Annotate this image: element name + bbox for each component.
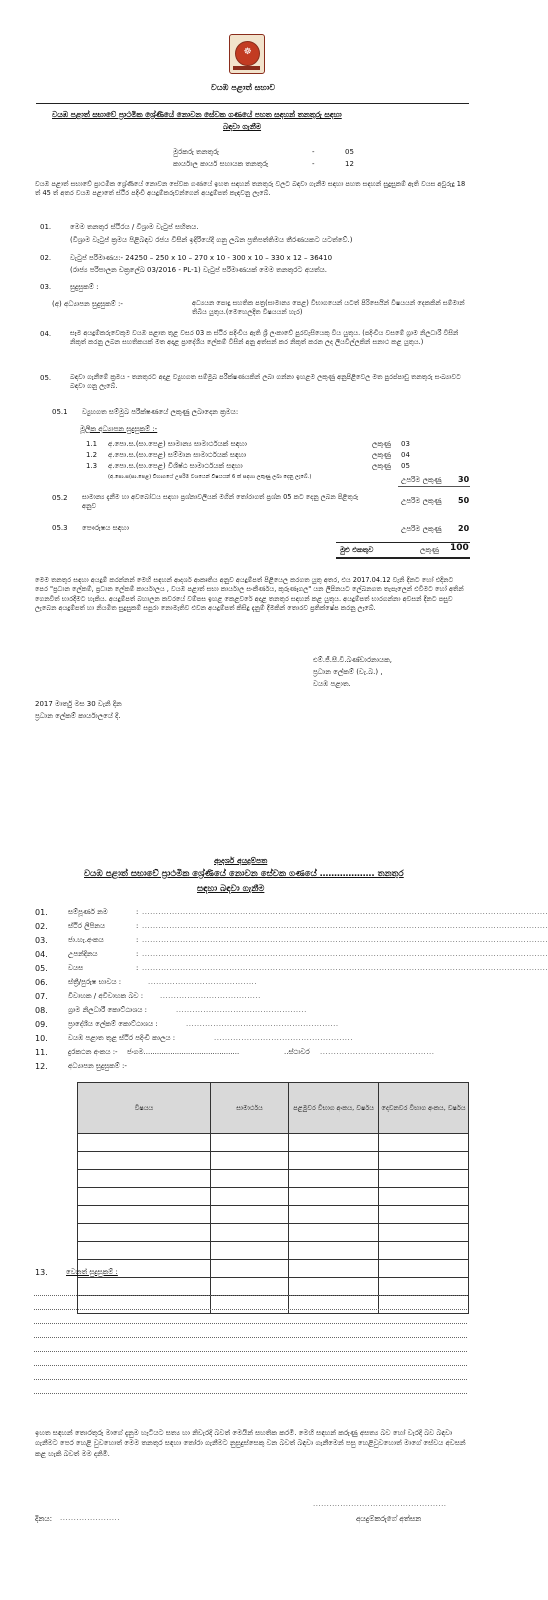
other-qual-line[interactable] [34,1365,467,1366]
table-cell[interactable] [78,1170,211,1188]
field-num: 01. [35,908,48,917]
s051-title: ව්‍යුහගත සම්මුඛ පරීක්ෂණයේ ලකුණු ලබාදෙන ක්‍රමය: [82,408,239,416]
s04-num: 04. [40,330,52,338]
field-num: 13. [35,1268,48,1277]
form-title-line1: වයඹ පළාත් සභාවේ ප්‍රාථමික ශ්‍රේණියේ නොවන සේවක ගණයේ ………………. තනතුර [84,869,404,879]
marital-status-field[interactable]: ..................................... [160,992,261,1000]
table-cell[interactable] [210,1260,288,1278]
total-marks-label: ලකුණු [420,546,439,554]
intro-paragraph: වයඹ පළාත් සභාවේ ප්‍රාථමික ශ්‍රේණියේ නොවන සේවක ගණයේ ඉහත සඳහන් තනතුරු වලට බඳවා ගැනීම සඳහා පහත සඳහන් සුදුසුකම් ඇති වයස අවුරුදු 18 ත් 45 ත් අතර වයඹ පළාතේ ස්ථිර පදිංචි අයදුම්කරුවන්ගෙන් අයදුම්පත් කැඳවනු ලැබේ. [35,180,466,198]
table-cell[interactable] [379,1206,469,1224]
field-colon: : [136,964,139,972]
s053-max-label: උපරිම ලකුණු [401,525,442,533]
col-second-attempt: දෙවනවර විභාග අංකය, වර්ෂය [379,1083,469,1134]
s052-max-label: උපරිම ලකුණු [401,497,442,505]
s01-num: 01. [40,223,52,231]
field-num: 05. [35,964,48,973]
total-label: මුළු එකතුව [340,546,374,554]
table-cell[interactable] [78,1134,211,1152]
table-row [78,1242,469,1260]
table-cell[interactable] [379,1152,469,1170]
basic-qual-title: මූලික අධ්‍යාපන සුදුසුකම් :- [80,425,158,433]
table-cell[interactable] [289,1206,379,1224]
table-row [78,1152,469,1170]
form-title-line2: සඳහා බඳවා ගැනීම [197,884,265,894]
birthdate-field[interactable]: ..................................................................................................................................................... [142,950,548,958]
page-title-line1: වයඹ පළාත් සභාවේ ප්‍රාථමික ශ්‍රේණියේ නොවන සේවක ගණයේ පහත සඳහන් තනතුරු සඳහා [52,110,342,119]
score-row-2-label: ලකුණු [372,451,391,459]
s04-text: සෑම අයදුම්කරුවෙකුම වයඹ පළාත තුළ වසර 03 ක ස්ථිර පදිංචිය ඇති ශ්‍රී ලංකාවේ පුරවැසියෙකු විය යුතුය. (පදිංචිය වසමේ ග්‍රාම නිලධාරී විසින් නිකුත් කරනු ලබන සහතිකයක් මත අදාළ ප්‍රාදේශීය ලේකම් විසින් අනු අත්සන් කර නිකුත් කරන ලද ලියවිල්ලකින් සනාථ කළ යුතුය.) [70,329,459,347]
field-label: ස්ත්‍රී/පුරුෂ භාවය : [68,978,122,986]
emblem-seal: ☸ [229,34,265,74]
table-cell[interactable] [289,1134,379,1152]
s03-a-text: අධ්‍යයන පොදු සහතික පත්‍ර(සාමාන්‍ය පෙළ) විභාගයෙන් යටත් පිරිසෙයින් විෂයයන් දෙකකින් සම්මාන් තිබිය යුතුය.(මෙහෙලදිත විෂයයන් හැර) [192,299,465,317]
s053-text: පෞරුෂය සඳහා [82,524,129,532]
other-qual-line[interactable] [34,1323,467,1324]
table-cell[interactable] [210,1170,288,1188]
other-qual-line[interactable] [34,1337,467,1338]
field-num: 02. [35,922,48,931]
table-row [78,1224,469,1242]
s02-text-a: වැටුප් පරිමාණය:- 24250 – 250 x 10 – 270 x 10 - 300 x 10 – 330 x 12 – 36410 [70,254,333,262]
field-num: 10. [35,1034,48,1043]
s02-num: 02. [40,254,52,262]
s053-max-val: 20 [458,524,470,533]
table-cell[interactable] [289,1260,379,1278]
field-label: වෙනත් සුදුසුකම් : [66,1268,118,1276]
nic-field[interactable]: ..................................................................................................................................................... [142,936,548,944]
field-colon: : [136,936,139,944]
s05-num: 05. [40,374,52,382]
table-cell[interactable] [78,1188,211,1206]
total-value: 100 [450,543,469,553]
table-cell[interactable] [78,1152,211,1170]
score-row-2-num: 1.2 [86,451,98,459]
field-label: දුරකථන අංකය :- [68,1048,118,1056]
s03-title: සුදුසුකම් : [70,283,99,291]
score-row-2-val: 04 [401,451,410,459]
post-name-1: මුරකරු තනතුරු [173,148,219,156]
table-cell[interactable] [210,1278,288,1296]
table-cell[interactable] [379,1224,469,1242]
date-label: දිනය: [35,1514,53,1523]
field-num: 07. [35,992,48,1001]
other-qual-line[interactable] [34,1393,467,1394]
gender-field[interactable]: ........................................ [148,978,258,986]
table-cell[interactable] [289,1170,379,1188]
s051-max-val: 30 [458,475,470,484]
table-cell[interactable] [210,1242,288,1260]
s051-max-label: උපරිම ලකුණු [401,476,442,484]
col-first-attempt: පළමුවර විභාග අංකය, වර්ෂය [289,1083,379,1134]
form-heading: ආදර්ශ අයදුම්පත [214,856,268,865]
post-dash-1: - [312,148,315,156]
table-cell[interactable] [289,1224,379,1242]
s03-a-label: (අ) අධ්‍යාපන සුදුසුකම් :- [52,300,123,308]
table-cell[interactable] [78,1206,211,1224]
score-row-1-label: ලකුණු [372,440,391,448]
field-label: ග්‍රාම නිලධාරී කොට්ඨාශය : [68,1006,147,1014]
field-label: ජා.හැ.අංකය [68,936,104,944]
score-row-3-text: අ.පො.ස.(සා.පෙළ) විශිෂ්ඨ සාමාර්ථයක් සඳහා [108,462,243,470]
field-num: 04. [35,950,48,959]
score-row-3-label: ලකුණු [372,462,391,470]
ds-division-field[interactable]: ........................................................ [186,1020,339,1028]
table-cell[interactable] [78,1296,211,1314]
s03-num: 03. [40,283,52,291]
other-qual-line[interactable] [34,1295,467,1296]
score-row-1-text: අ.පො.ස.(සා.පෙළ) සාමාන්‍ය සාමාර්ථයක් සඳහා [108,440,247,448]
signature-label: අයදුම්කරුගේ අත්සන [356,1514,422,1523]
office-line: ප්‍රධාන ලේකම් කාර්යාලයේ දී. [35,712,121,720]
table-cell[interactable] [289,1152,379,1170]
s053-num: 05.3 [52,524,68,532]
field-num: 08. [35,1006,48,1015]
table-row [78,1134,469,1152]
s05-text: බඳවා ගැනීමේ ක්‍රමය - තනතුරට අදාළ ව්‍යුහගත සම්මුඛ පරීක්ෂණයකින් ලබා ගන්නා ඉහළම ලකුණු අනුපිළිවෙල මත පුරප්පාඩු තනතුරු සංඛ්‍යාවට බඳවා ගනු ලැබේ. [70,373,461,391]
table-cell[interactable] [379,1242,469,1260]
field-num: 09. [35,1020,48,1029]
table-cell[interactable] [210,1296,288,1314]
field-num: 06. [35,978,48,987]
field-colon: : [136,922,139,930]
table-cell[interactable] [210,1152,288,1170]
fixed-phone-field[interactable]: .......................................... [320,1048,435,1056]
s052-text: සාමාන්‍ය දැනීම හා අවබෝධය සඳහා ප්‍රශ්නාවලියක් මගින් තෝරාගත් ප්‍රශ්න 05 කට දෙනු ලබන පිළිතුරු අනුව [82,493,359,511]
field-label: සම්පූර්ණ නම [68,908,108,916]
col-pass: සාමාර්ථය [210,1083,288,1134]
org-name: වයඹ පළාත් සභාව [211,83,276,92]
field-label: විවාහක / අවිවාහක බව : [68,992,144,1000]
s051-max-rule [398,486,470,487]
post-dash-2: - [312,160,315,168]
s01-text-a: මෙම තනතුර ස්ථිරය / විශ්‍රාම වැටුප් සහිතය. [70,223,199,231]
table-cell[interactable] [210,1224,288,1242]
table-cell[interactable] [289,1278,379,1296]
field-num: 03. [35,936,48,945]
post-name-2: කාර්යාල කාර්ය සහායක තනතුරු [173,160,269,168]
signature-line[interactable]: ................................................. [313,1500,447,1508]
table-cell[interactable] [78,1242,211,1260]
mobile-phone-field[interactable]: ජංගම........................................... [127,1048,240,1056]
gn-division-field[interactable]: ................................................ [176,1006,307,1014]
post-count-1: 05 [345,148,354,156]
date-field[interactable]: ...................... [60,1514,120,1522]
score-row-3-num: 1.3 [86,462,98,470]
table-row [78,1260,469,1278]
field-label: ස්ථිර ලිපිනය [68,922,106,930]
date-line: 2017 මාර්තු මස 30 වැනි දින [35,700,122,708]
table-cell[interactable] [78,1224,211,1242]
score-row-3-val: 05 [401,462,410,470]
signer-org: වයඹ පළාත. [313,680,351,688]
other-qual-line[interactable] [34,1309,467,1310]
score-row-1-val: 03 [401,440,410,448]
field-colon: : [136,908,139,916]
field-label: උපන්දිනය [68,950,98,958]
other-qual-line[interactable] [34,1379,467,1380]
signer-title: ප්‍රධාන ලේකම් (වැ.බ.) , [313,668,383,676]
declaration-paragraph: ඉහත සඳහන් තොරතුරු මාගේ දැනුම හැටියට සත්‍ය හා නිවැරදි බවත් මෙයින් සහතික කරමි. මෙහි සඳහන් කරුණු අසත්‍ය බව හෝ වැරදි බව බඳවා ගැනීමට පෙර හෙළි වුවහොත් මෙම තනතුර සඳහා තෝරා ගැනීමට නුසුදුස්සෙකු වන බවත් බඳවා ගැනීමෙන් පසු හෙළිවුවහොත් මාගේ සේවය අවසන් කළ හැකි බවත් මම දනිමි. [35,1429,466,1458]
table-cell[interactable] [210,1188,288,1206]
table-cell[interactable] [210,1206,288,1224]
closing-paragraph: මෙම තනතුර සඳහා අයදුම් කරන්නන් මෙහි සඳහන් ආදර්ශ ආකෘතිය අනුව අයදුම්පත් පිළියෙල කරගත යුතු අතර, එය 2017.04.12 වැනි දිනට හෝ එදිනට පෙර "ප්‍රධාන ලේකම්, ප්‍රධාන ලේකම් කාර්යාලය , වයඹ පළාත් සභා කාර්යාල සංකීර්ණය, කුරුණෑගල" යන ලිපිනයට ලේඛනගත තැපැලෙන් එවීමට හෝ අතින් ගෙනවිත් භාරදීමට හැකිය. අයදුම්පත් බහාලන කවරයේ වම්පස ඉහළ කෙළවරේ අදාළ තනතුර සඳහන් කළ යුතුය. අයදුම්පත් භාරගන්නා අවසන් දිනට පසුව ලැබෙන අයදුම්පත් හා නියමිත සුදුසුකම් සපුරා නොමැතිව එවන අයදුම්පත් කිසිදු දැනුම් දීමකින් තොරව ප්‍රතික්ෂේප කරනු ලැබේ. [35,576,464,612]
table-row [78,1170,469,1188]
field-label: අධ්‍යාපන සුදුසුකම් :- [68,1062,127,1070]
field-num: 12. [35,1062,48,1071]
table-cell[interactable] [379,1278,469,1296]
residence-period-field[interactable]: ................................................... [214,1034,353,1042]
field-num: 11. [35,1048,48,1057]
field-colon: : [136,950,139,958]
table-row [78,1296,469,1314]
table-row [78,1188,469,1206]
score-row-1-num: 1.1 [86,440,98,448]
total-rule-bottom [336,557,470,559]
header-rule [36,103,469,104]
table-header-row [78,1083,469,1134]
table-cell[interactable] [379,1260,469,1278]
s01-text-b: (විශ්‍රාම වැටුප් ක්‍රමය පිළිබඳව රජය විසින් ඉදිරියේදී ගනු ලබන ප්‍රතිපත්තිමය තීරණයකට යටත්වේ.) [70,236,353,244]
signer-name: එම්.ජී.සී.වී.බණ්ඩාරනායක, [313,656,392,664]
field-label: ප්‍රාදේශීය ලේකම් කොට්ඨාශය : [68,1020,158,1028]
table-row [78,1206,469,1224]
s052-num: 05.2 [52,494,68,502]
full-name-field[interactable]: ..................................................................................................................................................... [142,908,548,916]
table-cell[interactable] [289,1242,379,1260]
age-field[interactable]: ..................................................................................................................................................... [142,964,548,972]
address-field[interactable]: ..................................................................................................................................................... [142,922,548,930]
table-cell[interactable] [289,1188,379,1206]
field-label: වයඹ පළාත තුළ ස්ථිර පදිංචි කාලය : [68,1034,176,1042]
table-cell[interactable] [78,1278,211,1296]
field-label: වයස [68,964,84,972]
page-title-line2: බඳවා ගැනීම [223,122,262,131]
score-note: (අ.පො.ස(සා.පෙළ) විභාගයේ උපරිම වශයෙන් විෂයයන් 6 ක් සඳහා ලකුණු ලබා දෙනු ලැබේ.) [108,474,312,480]
table-cell[interactable] [379,1188,469,1206]
table-cell[interactable] [379,1134,469,1152]
table-cell[interactable] [289,1296,379,1314]
table-row [78,1278,469,1296]
s051-num: 05.1 [52,408,68,416]
qualifications-table [77,1082,469,1314]
s052-max-val: 50 [458,496,470,505]
table-cell[interactable] [379,1296,469,1314]
post-count-2: 12 [345,160,354,168]
s02-text-b: (රාජ්‍ය පරිපාලන චක්‍රලේඛ 03/2016 - PL-1) වැටුප් පරිමාණයක් මෙම තනතුරට අයත්ය. [70,266,327,274]
table-cell[interactable] [379,1170,469,1188]
col-subject: විෂයය [78,1083,211,1134]
fixed-phone-label: ..ස්ථාවර [284,1048,310,1056]
table-cell[interactable] [210,1134,288,1152]
score-row-2-text: අ.පො.ස.(සා.පෙළ) සම්මාන සාමාර්ථයක් සඳහා [108,451,247,459]
other-qual-line[interactable] [34,1351,467,1352]
